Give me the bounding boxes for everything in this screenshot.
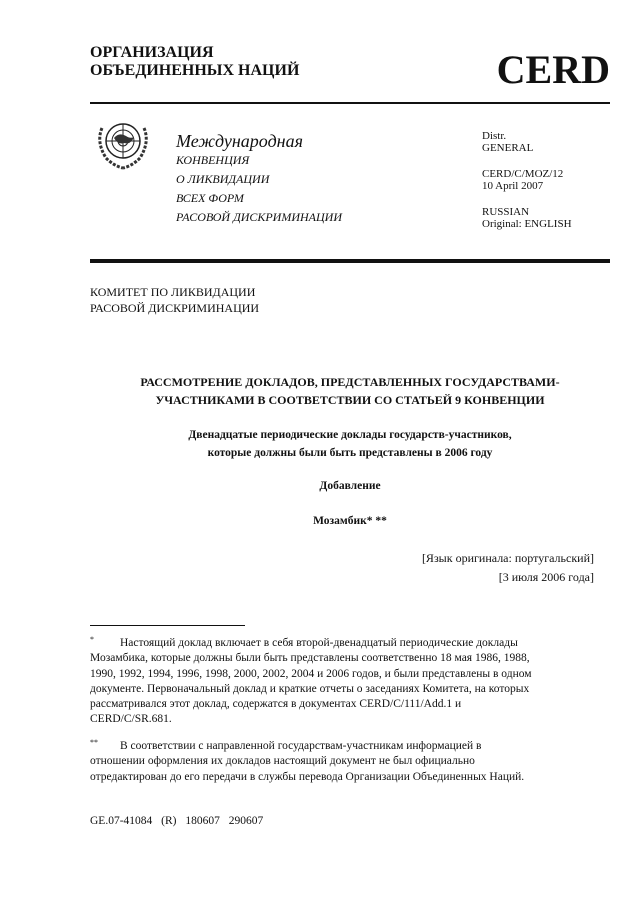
received-date: [3 июля 2006 года] <box>498 570 594 584</box>
footnote-line: Настоящий доклад включает в себя второй-двенадцатый периодические доклады <box>120 637 518 649</box>
document-symbol-heading: CERD <box>496 47 610 92</box>
title-line: УЧАСТНИКАМИ В СООТВЕТСТВИИ СО СТАТЬЕЙ 9 КОНВЕНЦИИ <box>155 393 545 407</box>
footnote-line: отредактирован до его передачи в службы перевода Организации Объединенных Наций. <box>90 770 525 783</box>
addendum-label: Добавление <box>319 480 381 492</box>
footnote-divider <box>90 625 245 626</box>
footnote-line: документе. Первоначальный доклад и краткие отчеты о заседаниях Комитета, на которых <box>90 682 530 695</box>
doc-symbol: CERD/C/MOZ/12 <box>482 168 564 180</box>
convention-line: Международная <box>176 131 303 151</box>
footnote-line: Мозамбика, которые должны были быть представлены соответственно 18 мая 1986, 1988, <box>90 652 530 665</box>
committee-line: РАСОВОЙ ДИСКРИМИНАЦИИ <box>90 301 260 315</box>
country-label: Мозамбик* ** <box>313 515 387 527</box>
convention-line: РАСОВОЙ ДИСКРИМИНАЦИИ <box>176 210 343 224</box>
footnote-mark: * <box>90 635 94 644</box>
footnote-line: отношении оформления их докладов настоящий документ не был официально <box>90 755 475 768</box>
doc-language: RUSSIAN <box>482 206 530 218</box>
footnote <box>90 636 610 728</box>
footnote-line: 1990, 1992, 1994, 1996, 1998, 2000, 2002, 2004 и 2006 годов, и были представлены в одном <box>90 667 532 680</box>
subtitle-line: Двенадцатые периодические доклады государств-участников, <box>188 429 512 441</box>
language-note <box>422 549 594 587</box>
footnote <box>90 739 610 785</box>
subtitle <box>90 426 610 462</box>
thick-divider <box>90 259 610 263</box>
committee-name <box>90 284 259 316</box>
doc-date: 10 April 2007 <box>482 180 544 192</box>
document-meta <box>482 130 572 230</box>
convention-line: КОНВЕНЦИЯ <box>176 153 250 167</box>
job-number: GE.07-41084 (R) 180607 290607 <box>90 815 264 827</box>
title-line: РАССМОТРЕНИЕ ДОКЛАДОВ, ПРЕДСТАВЛЕННЫХ ГОСУДАРСТВАМИ- <box>140 375 560 389</box>
original-language: Original: ENGLISH <box>482 218 572 230</box>
un-emblem-icon <box>94 116 152 170</box>
footnote-line: рассматривался этот доклад, содержатся в документах CERD/C/111/Add.1 и <box>90 698 462 711</box>
footnote-mark: ** <box>90 738 98 747</box>
org-line: ОБЪЕДИНЕННЫХ НАЦИЙ <box>90 62 300 79</box>
convention-line: ВСЕХ ФОРМ <box>176 191 244 205</box>
convention-title <box>176 132 342 227</box>
footnote-line: В соответствии с направленной государствам-участникам информацией в <box>120 740 482 752</box>
main-title <box>90 373 610 409</box>
distr-label: Distr. <box>482 130 507 142</box>
org-line: ОРГАНИЗАЦИЯ <box>90 44 214 61</box>
committee-line: КОМИТЕТ ПО ЛИКВИДАЦИИ <box>90 285 256 299</box>
subtitle-line: которые должны были быть представлены в 2006 году <box>207 447 493 459</box>
organization-name <box>90 44 299 80</box>
footnote-line: CERD/C/SR.681. <box>90 713 172 726</box>
divider <box>90 102 610 104</box>
original-language-note: [Язык оригинала: португальский] <box>421 551 594 565</box>
convention-line: О ЛИКВИДАЦИИ <box>176 172 270 186</box>
distr-value: GENERAL <box>482 142 534 154</box>
